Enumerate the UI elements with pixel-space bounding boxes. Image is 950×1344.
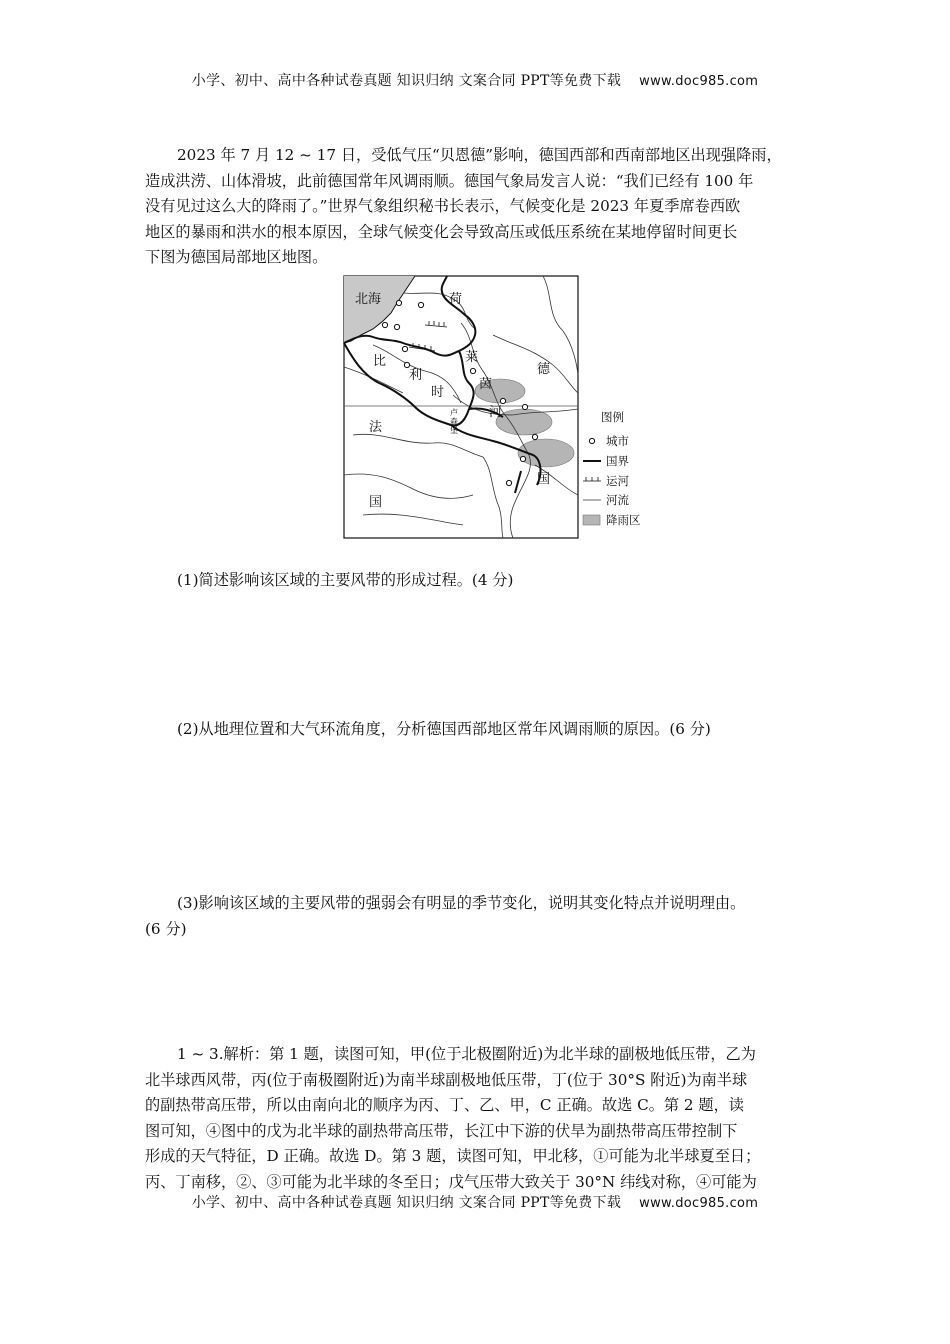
answer-line: 丙、丁南移，②、③可能为北半球的冬至日；戊气压带大致关于 30°N 纬线对称，④可能为 (145, 1172, 757, 1191)
label-belgium-2: 利 (409, 368, 423, 383)
map-legend (583, 410, 641, 527)
legend-item-rain: 降雨区 (606, 513, 641, 527)
answer-line: 的副热带高压带，所以由南向北的顺序为丙、丁、乙、甲，C 正确。故选 C。第 2 题，读 (145, 1096, 744, 1115)
city-marker (394, 324, 399, 329)
page-footer (0, 1192, 950, 1212)
answer-line: 图可知，④图中的戊为北半球的副热带高压带，长江中下游的伏旱为副热带高压带控制下 (145, 1121, 738, 1140)
question-3-text: (3)影响该区域的主要风带的强弱会有明显的季节变化，说明其变化特点并说明理由。 (177, 894, 746, 912)
city-marker (418, 302, 423, 307)
city-marker (522, 404, 527, 409)
legend-item-canal: 运河 (606, 474, 629, 488)
intro-line: 下图为德国局部地区地图。 (145, 248, 328, 267)
intro-line: 地区的暴雨和洪水的根本原因，全球气候变化会导致高压或低压系统在某地停留时间更长 (145, 222, 738, 241)
legend-city-icon (589, 438, 594, 443)
label-rhine-1: 莱 (465, 350, 479, 365)
question-1-text: (1)简述影响该区域的主要风带的形成过程。(4 分) (177, 571, 514, 589)
footer-text: 小学、初中、高中各种试卷真题 知识归纳 文案合同 PPT等免费下载 (191, 1195, 622, 1211)
label-luxembourg-1: 卢 (450, 408, 458, 417)
label-luxembourg-3: 堡 (450, 426, 458, 435)
city-marker (532, 434, 537, 439)
city-marker (500, 398, 505, 403)
answer-line: 形成的天气特征，D 正确。故选 D。第 3 题，读图可知，甲北移，①可能为北半球夏至日； (145, 1147, 761, 1166)
question-3 (145, 890, 807, 942)
label-germany-1: 德 (537, 362, 551, 377)
rain-area (496, 409, 552, 435)
question-2 (145, 716, 807, 742)
label-rhine-2: 茵 (479, 377, 493, 392)
germany-map-figure (343, 275, 663, 543)
question-3-text-cont: (6 分) (145, 920, 187, 938)
city-marker (382, 322, 387, 327)
answer-line: 1 ~ 3.解析：第 1 题，读图可知，甲(位于北极圈附近)为北半球的副极地低压带，乙为 (177, 1045, 756, 1063)
intro-line: 造成洪涝、山体滑坡，此前德国常年风调雨顺。德国气象局发言人说：“我们已经有 100 年 (145, 171, 754, 190)
intro-line: 没有见过这么大的降雨了。”世界气象组织秘书长表示，气候变化是 2023 年夏季席卷西欧 (145, 197, 741, 216)
page-header (0, 70, 950, 90)
legend-canal-icon (583, 477, 601, 481)
city-marker (396, 300, 401, 305)
header-site-link[interactable]: www.doc985.com (639, 74, 759, 89)
label-netherlands: 荷 (449, 292, 463, 307)
legend-title: 图例 (601, 410, 624, 424)
answer-paragraph (145, 1042, 807, 1196)
label-belgium-1: 比 (373, 354, 387, 369)
city-marker (520, 456, 525, 461)
intro-paragraph (145, 143, 807, 271)
legend-item-city: 城市 (606, 434, 629, 448)
footer-site-link[interactable]: www.doc985.com (639, 1196, 759, 1211)
city-marker (402, 346, 407, 351)
city-marker (470, 368, 475, 373)
legend-rain-icon (583, 515, 600, 525)
label-belgium-3: 时 (431, 385, 445, 400)
question-1 (145, 567, 807, 593)
answer-line: 北半球西风带，丙(位于南极圈附近)为南半球副极地低压带，丁(位于 30°S 附近)为南半球 (145, 1070, 748, 1089)
legend-item-river: 河流 (606, 493, 629, 507)
city-marker (506, 480, 511, 485)
label-luxembourg-2: 森 (450, 417, 458, 426)
label-france-2: 国 (369, 495, 383, 510)
question-2-text: (2)从地理位置和大气环流角度，分析德国西部地区常年风调雨顺的原因。(6 分) (177, 720, 711, 738)
label-france-1: 法 (369, 420, 383, 435)
label-rhine-3: 河 (489, 405, 503, 420)
label-germany-2: 国 (537, 472, 551, 487)
city-marker (404, 362, 409, 367)
legend-item-border: 国界 (606, 454, 629, 468)
header-text: 小学、初中、高中各种试卷真题 知识归纳 文案合同 PPT等免费下载 (191, 73, 622, 89)
intro-line: 2023 年 7 月 12 ~ 17 日，受低气压“贝恩德”影响，德国西部和西南部地区出现强降雨， (177, 146, 782, 164)
label-north-sea: 北海 (355, 292, 382, 307)
